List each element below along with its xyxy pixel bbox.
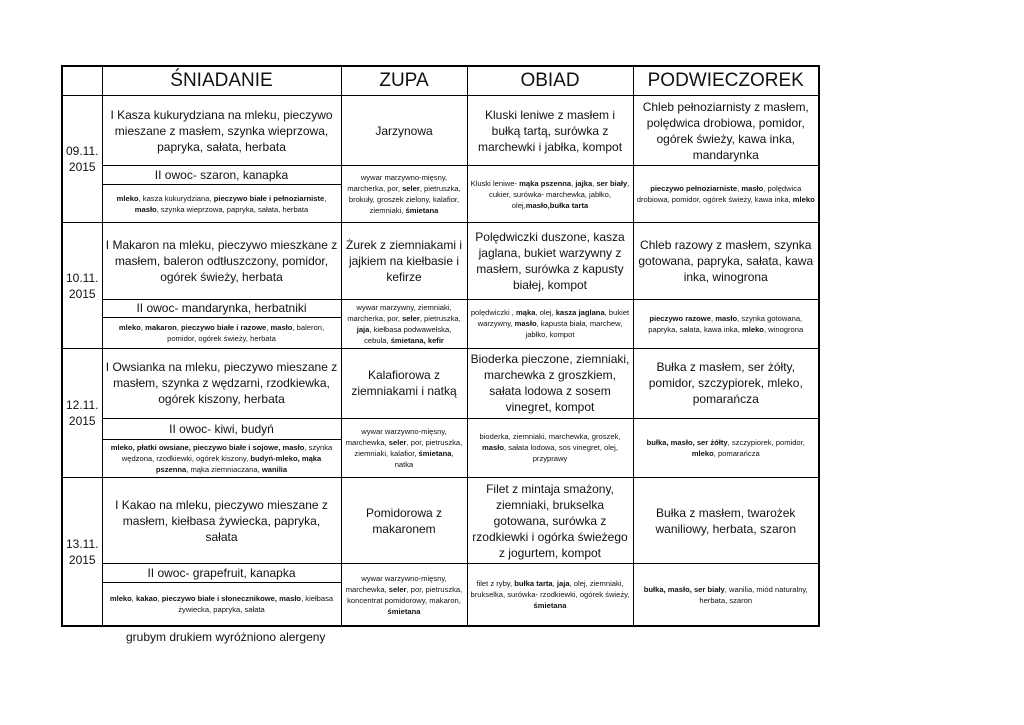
day-row xyxy=(62,348,819,418)
header-empty xyxy=(62,66,102,96)
breakfast-cell: I Kakao na mleku, pieczywo mieszane z masłem, kiełbasa żywiecka, papryka, sałata xyxy=(102,478,341,564)
snack-allergens: pieczywo razowe, masło, szynka gotowana, papryka, sałata, kawa inka, mleko, winogrona xyxy=(633,299,819,348)
soup-allergens: wywar marzywno-mięsny, marcherka, por, seler, pietruszka, brokuły, groszek zielony, kalafior, ziemniaki, śmietana xyxy=(341,166,467,223)
snack-cell: Chleb pełnoziarnisty z masłem, polędwica drobiowa, pomidor, ogórek świeży, kawa inka, mandarynka xyxy=(633,96,819,166)
fruit-row xyxy=(62,299,819,317)
menu-table xyxy=(61,65,820,627)
breakfast-allergens: mleko, makaron, pieczywo białe i razowe, masło, baleron, pomidor, ogórek świeży, herbata xyxy=(102,317,341,348)
dinner-cell: Filet z mintaja smażony, ziemniaki, brukselka gotowana, surówka z rzodkiewki i ogórka świeżego z jogurtem, kompot xyxy=(467,478,633,564)
snack-cell: Chleb razowy z masłem, szynka gotowana, papryka, sałata, kawa inka, winogrona xyxy=(633,223,819,299)
header-soup: ZUPA xyxy=(341,66,467,96)
dinner-allergens: bioderka, ziemniaki, marchewka, groszek, masło, sałata lodowa, sos vinegret, olej, przyprawy xyxy=(467,418,633,477)
day-row xyxy=(62,478,819,564)
breakfast-cell: I Makaron na mleku, pieczywo mieszkane z masłem, baleron odtłuszczony, pomidor, ogórek świeży, herbata xyxy=(102,223,341,299)
fruit-cell: II owoc- mandarynka, herbatniki xyxy=(102,299,341,317)
fruit-row xyxy=(62,564,819,583)
dinner-cell: Kluski leniwe z masłem i bułką tartą, surówka z marchewki i jabłka, kompot xyxy=(467,96,633,166)
fruit-cell: II owoc- kiwi, budyń xyxy=(102,418,341,439)
snack-cell: Bułka z masłem, twarożek waniliowy, herbata, szaron xyxy=(633,478,819,564)
day-date: 10.11. 2015 xyxy=(62,223,102,348)
dinner-allergens: polędwiczki , mąka, olej, kasza jaglana, bukiet warzywny, masło, kapusta biała, marchew, jabłko, kompot xyxy=(467,299,633,348)
day-row xyxy=(62,223,819,299)
snack-cell: Bułka z masłem, ser żółty, pomidor, szczypiorek, mleko, pomarańcza xyxy=(633,348,819,418)
day-date: 12.11. 2015 xyxy=(62,348,102,477)
day-date: 09.11. 2015 xyxy=(62,96,102,223)
soup-allergens: wywar warzywno-mięsny, marchewka, seler, por, pietruszka, ziemniaki, kalafior, śmietana, natka xyxy=(341,418,467,477)
fruit-cell: II owoc- grapefruit, kanapka xyxy=(102,564,341,583)
fruit-row xyxy=(62,418,819,439)
header-row xyxy=(62,66,819,96)
breakfast-cell: I Kasza kukurydziana na mleku, pieczywo mieszane z masłem, szynka wieprzowa, papryka, sałata, herbata xyxy=(102,96,341,166)
header-snack: PODWIECZOREK xyxy=(633,66,819,96)
dinner-cell: Bioderka pieczone, ziemniaki, marchewka z groszkiem, sałata lodowa z sosem vinegret, kompot xyxy=(467,348,633,418)
soup-allergens: wywar marzywny, ziemniaki, marcherka, por, seler, pietruszka, jaja, kiełbasa podwawelska, cebula, śmietana, kefir xyxy=(341,299,467,348)
dinner-allergens: Kluski leniwe- mąka pszenna, jajka, ser biały, cukier, surówka- marchewka, jabłko, olej,masło,bułka tarta xyxy=(467,166,633,223)
soup-cell: Pomidorowa z makaronem xyxy=(341,478,467,564)
dinner-allergens: filet z ryby, bułka tarta, jaja, olej, ziemniaki, brukselka, surówka- rzodkiewki, ogórek świeży, śmietana xyxy=(467,564,633,626)
soup-cell: Kalafiorowa z ziemniakami i natką xyxy=(341,348,467,418)
day-row xyxy=(62,96,819,166)
header-breakfast: ŚNIADANIE xyxy=(102,66,341,96)
breakfast-allergens: mleko, płatki owsiane, pieczywo białe i sojowe, masło, szynka wędzona, rzodkiewki, ogórek kiszony, budyń-mleko, mąka pszenna, mąka ziemniaczana, wanilia xyxy=(102,439,341,477)
day-date: 13.11. 2015 xyxy=(62,478,102,626)
breakfast-allergens: mleko, kakao, pieczywo białe i słonecznikowe, masło, kiełbasa żywiecka, papryka, sałata xyxy=(102,583,341,626)
fruit-row xyxy=(62,166,819,185)
header-dinner: OBIAD xyxy=(467,66,633,96)
allergen-footnote: grubym drukiem wyróżniono alergeny xyxy=(126,630,326,644)
soup-allergens: wywar warzywno-mięsny, marchewka, seler, por, pietruszka, koncentrat pomidorowy, makaron, śmietana xyxy=(341,564,467,626)
breakfast-allergens: mleko, kasza kukurydziana, pieczywo białe i pełnoziarniste, masło, szynka wieprzowa, papryka, sałata, herbata xyxy=(102,185,341,223)
fruit-cell: II owoc- szaron, kanapka xyxy=(102,166,341,185)
dinner-cell: Polędwiczki duszone, kasza jaglana, bukiet warzywny z masłem, surówka z kapusty białej, kompot xyxy=(467,223,633,299)
soup-cell: Jarzynowa xyxy=(341,96,467,166)
snack-allergens: bułka, masło, ser żółty, szczypiorek, pomidor, mleko, pomarańcza xyxy=(633,418,819,477)
breakfast-cell: I Owsianka na mleku, pieczywo mieszane z masłem, szynka z wędzarni, rzodkiewka, ogórek kiszony, herbata xyxy=(102,348,341,418)
snack-allergens: bułka, masło, ser biały, wanilia, miód naturalny, herbata, szaron xyxy=(633,564,819,626)
soup-cell: Żurek z ziemniakami i jajkiem na kiełbasie i kefirze xyxy=(341,223,467,299)
snack-allergens: pieczywo pełnoziarniste, masło, polędwica drobiowa, pomidor, ogórek świeży, kawa inka, mleko xyxy=(633,166,819,223)
